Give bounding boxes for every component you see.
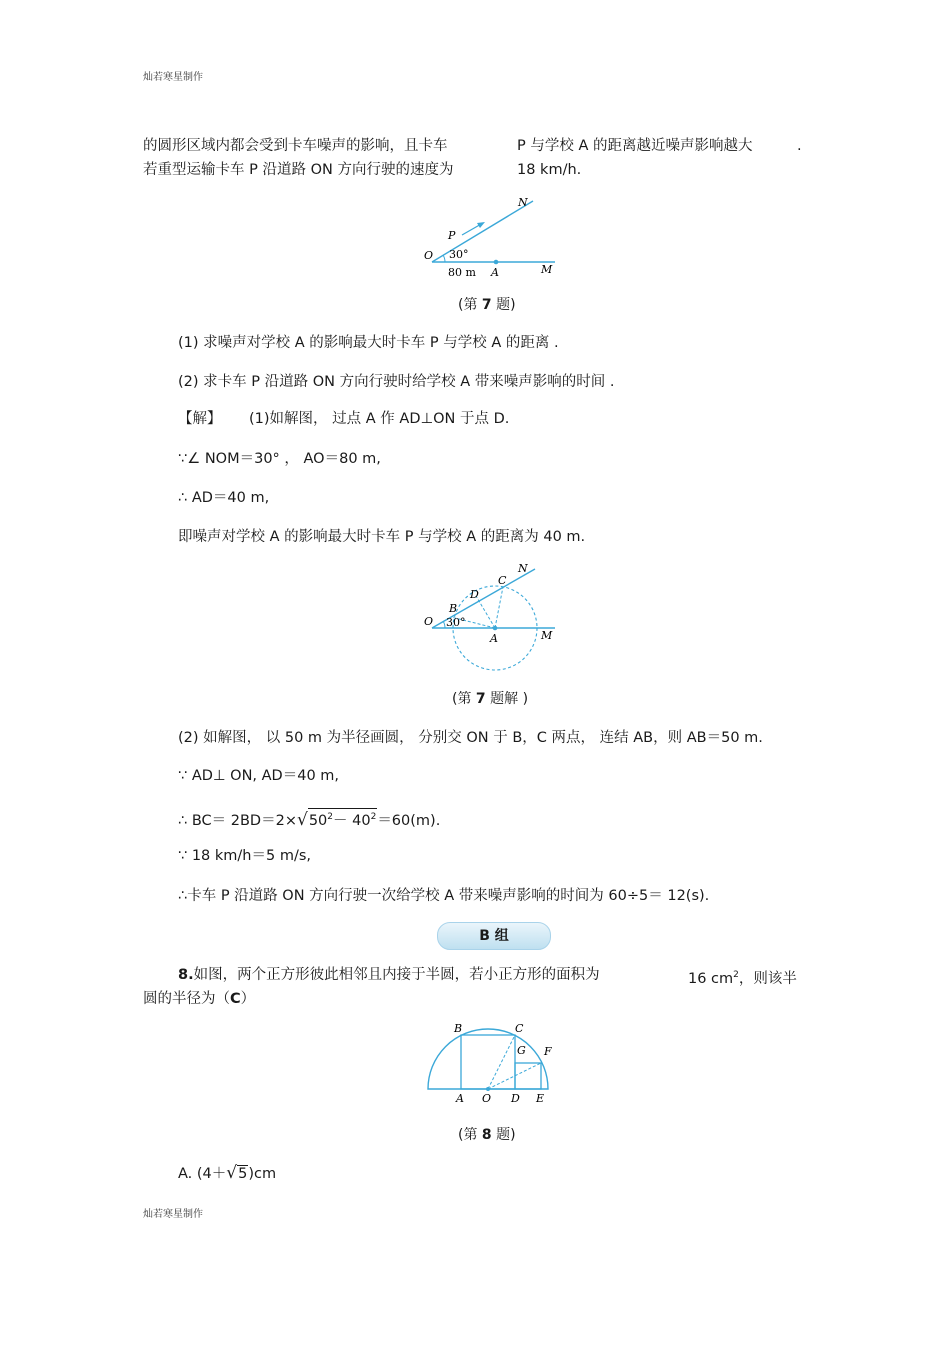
footer-mark: 灿若寒星制作 xyxy=(143,1209,203,1220)
solution-step-5: (2) 如解图， 以 50 m 为半径画圆， 分别交 ON 于 B，C 两点， 连结 AB，则 AB＝50 m. xyxy=(178,730,763,746)
label-F: F xyxy=(544,1045,552,1058)
angle-arc xyxy=(443,621,445,628)
figure-7 xyxy=(415,192,565,284)
solution-step-6: ∵ AD⊥ ON, AD＝40 m, xyxy=(178,768,340,784)
caption-fig8: (第 8 题) xyxy=(458,1127,516,1143)
caption-fig7-solution: (第 7 题解 ) xyxy=(452,691,529,707)
label-N: N xyxy=(518,562,528,575)
label-E: E xyxy=(536,1092,545,1105)
segment-AD xyxy=(476,596,495,628)
figure-8 xyxy=(420,1018,565,1110)
label-M: M xyxy=(541,629,553,642)
angle-arc xyxy=(443,255,445,262)
point-O xyxy=(486,1087,490,1091)
section-band-b: B 组 xyxy=(437,922,551,950)
q8-line1-value: 16 $cm^2$，则该半 xyxy=(688,970,797,987)
large-square xyxy=(461,1035,515,1089)
solution-step-3: ∴ AD＝40 m, xyxy=(178,490,270,506)
label-P: P xyxy=(448,229,456,242)
intro-line2-a: 若重型运输卡车 P 沿道路 ON 方向行驶的速度为 xyxy=(143,162,454,178)
solution-tag: 【解】 xyxy=(178,411,222,427)
q7-part1: (1) 求噪声对学校 A 的影响最大时卡车 P 与学校 A 的距离 . xyxy=(178,335,559,351)
label-O: O xyxy=(482,1092,492,1105)
label-B: B xyxy=(449,602,458,615)
solution-step-1: (1)如解图， 过点 A 作 AD⊥ON 于点 D. xyxy=(249,411,510,427)
label-D: D xyxy=(511,1092,520,1105)
figure-7-solution xyxy=(415,560,565,675)
solution-step-4: 即噪声对学校 A 的影响最大时卡车 P 与学校 A 的距离为 40 m. xyxy=(178,529,586,545)
q8-answer: C xyxy=(230,991,241,1007)
segment-OC xyxy=(488,1035,515,1089)
label-distance: 80 m xyxy=(448,266,476,279)
label-A: A xyxy=(456,1092,464,1105)
label-O: O xyxy=(424,249,434,262)
segment-AC xyxy=(495,587,503,628)
caption-fig7: (第 7 题) xyxy=(458,297,516,313)
label-M: M xyxy=(541,263,553,276)
label-A: A xyxy=(490,632,498,645)
label-angle: 30° xyxy=(446,616,466,629)
solution-step-9: ∴卡车 P 沿道路 ON 方向行驶一次给学校 A 带来噪声影响的时间为 60÷5＝ 12(s). xyxy=(178,888,710,904)
solution-step-7: ∴ $BC= 2BD=2\times√50^2- 40^2=60(m)$. xyxy=(178,809,441,830)
small-square xyxy=(515,1063,541,1089)
intro-line1-a: 的圆形区域内都会受到卡车噪声的影响，且卡车 xyxy=(143,138,448,154)
option-a: A. (4＋√5)cm xyxy=(178,1163,277,1183)
label-G: G xyxy=(517,1044,526,1057)
intro-line2-b: 18 km/h. xyxy=(517,162,582,178)
q8-line1: 8.如图，两个正方形彼此相邻且内接于半圆，若小正方形的面积为 xyxy=(178,967,600,983)
label-C: C xyxy=(498,574,507,587)
label-angle: 30° xyxy=(449,248,469,261)
label-N: N xyxy=(518,196,528,209)
label-C: C xyxy=(515,1022,524,1035)
point-A xyxy=(493,626,498,631)
solution-step-8: ∵ 18 km/h＝5 m/s, xyxy=(178,848,311,864)
semicircle xyxy=(428,1029,548,1089)
arrowhead-icon xyxy=(477,222,485,228)
label-B: B xyxy=(454,1022,463,1035)
solution-step-2: ∵∠ NOM＝30° ， AO＝80 m, xyxy=(178,451,381,467)
label-A: A xyxy=(491,266,499,279)
point-A xyxy=(494,260,499,265)
q8-line2: 圆的半径为（C） xyxy=(143,991,256,1007)
intro-line1-c: . xyxy=(797,138,802,154)
intro-line1-b: P 与学校 A 的距离越近噪声影响越大 xyxy=(517,138,753,154)
label-D: D xyxy=(470,588,479,601)
header-mark: 灿若寒星制作 xyxy=(143,72,203,83)
q7-part2: (2) 求卡车 P 沿道路 ON 方向行驶时给学校 A 带来噪声影响的时间 . xyxy=(178,374,615,390)
label-O: O xyxy=(424,615,434,628)
